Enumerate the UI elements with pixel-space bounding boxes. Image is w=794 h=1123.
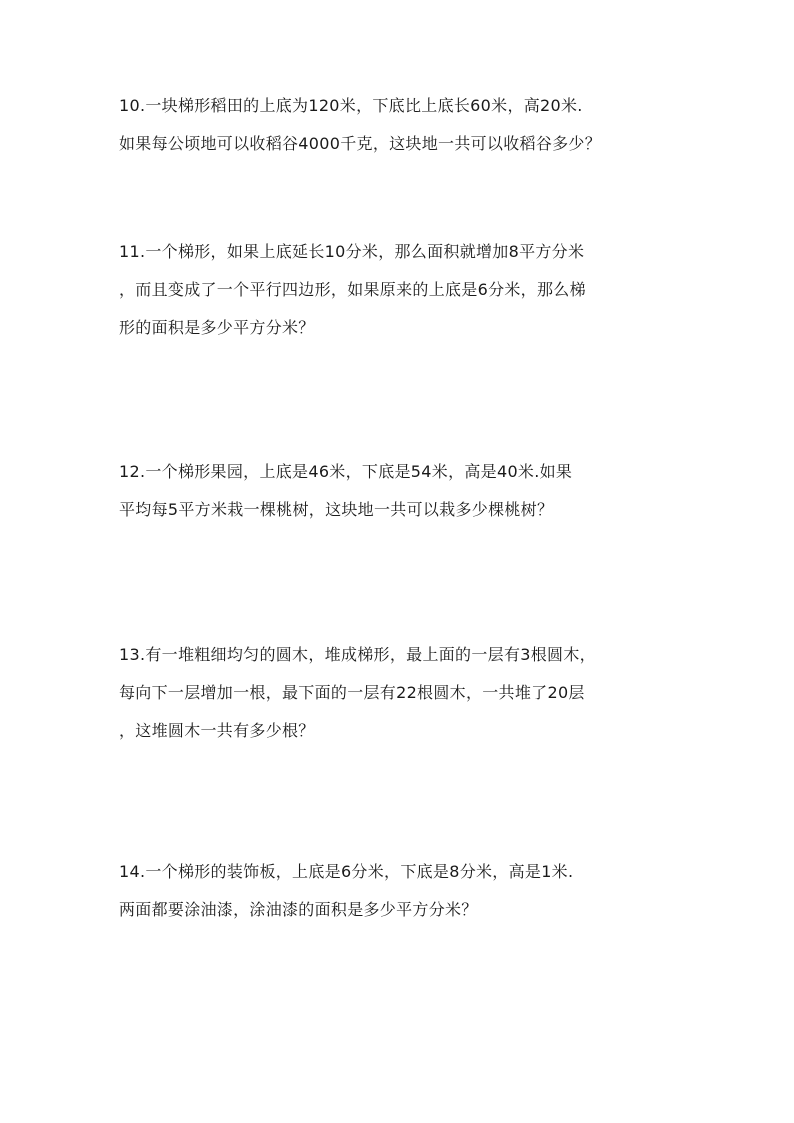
problem-10 — [119, 96, 689, 154]
problem-text-line: 14.一个梯形的装饰板，上底是6分米，下底是8分米，高是1米. — [119, 862, 574, 881]
problem-text-line: ，而且变成了一个平行四边形，如果原来的上底是6分米，那么梯 — [119, 280, 586, 299]
problem-11 — [119, 242, 689, 338]
problem-12 — [119, 462, 689, 520]
problem-13 — [119, 645, 689, 741]
problem-text-line: 10.一块梯形稻田的上底为120米，下底比上底长60米，高20米. — [119, 96, 583, 115]
problem-text-line: 12.一个梯形果园，上底是46米，下底是54米，高是40米.如果 — [119, 462, 573, 481]
problem-text-line: 如果每公顷地可以收稻谷4000千克，这块地一共可以收稻谷多少？ — [119, 134, 602, 153]
problem-text-line: ，这堆圆木一共有多少根？ — [119, 721, 315, 740]
problem-text-line: 两面都要涂油漆，涂油漆的面积是多少平方分米？ — [119, 900, 478, 919]
problem-text-line: 每向下一层增加一根，最下面的一层有22根圆木，一共堆了20层 — [119, 683, 585, 702]
problem-text-line: 形的面积是多少平方分米？ — [119, 318, 315, 337]
problem-text-line: 11.一个梯形，如果上底延长10分米，那么面积就增加8平方分米 — [119, 242, 585, 261]
problem-text-line: 13.有一堆粗细均匀的圆木，堆成梯形，最上面的一层有3根圆木， — [119, 645, 596, 664]
problem-text-line: 平均每5平方米栽一棵桃树，这块地一共可以栽多少棵桃树？ — [119, 500, 554, 519]
problem-14 — [119, 862, 689, 920]
